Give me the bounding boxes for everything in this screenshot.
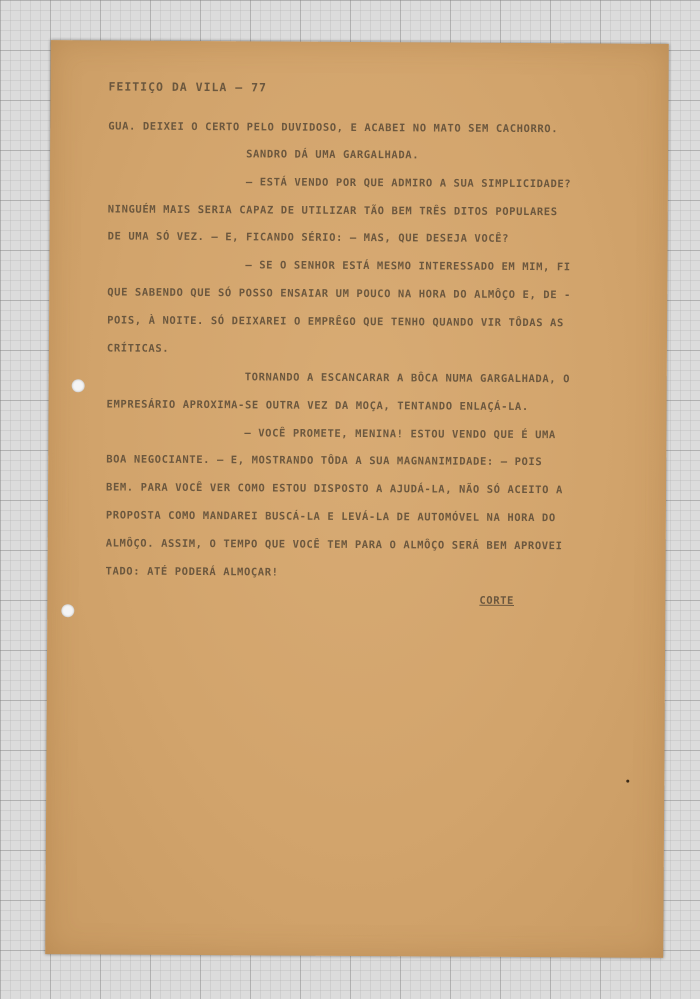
text-line: NINGUÉM MAIS SERIA CAPAZ DE UTILIZAR TÃO BEM TRÊS DITOS POPULARES (107, 203, 558, 219)
text-line: TORNANDO A ESCANCARAR A BÔCA NUMA GARGALHADA, O (244, 371, 571, 386)
text-line: — VOCÊ PROMETE, MENINA! ESTOU VENDO QUE É UMA (244, 427, 556, 442)
text-line: BEM. PARA VOCÊ VER COMO ESTOU DISPOSTO A AJUDÁ-LA, NÃO SÓ ACEITO A (106, 481, 563, 497)
text-line: SANDRO DÁ UMA GARGALHADA. (246, 148, 420, 162)
text-line: EMPRESÁRIO APROXIMA-SE OUTRA VEZ DA MOÇA, TENTANDO ENLAÇÁ-LA. (106, 398, 529, 414)
text-line: — SE O SENHOR ESTÁ MESMO INTERESSADO EM MIM, FI (245, 259, 571, 274)
page-header: FEITIÇO DA VILA — 77 (108, 79, 268, 95)
text-line: PROPOSTA COMO MANDAREI BUSCÁ-LA E LEVÁ-LA DE AUTOMÓVEL NA HORA DO (105, 509, 556, 525)
paper-speck (626, 780, 629, 783)
text-line: ALMÔÇO. ASSIM, O TEMPO QUE VOCÊ TEM PARA O ALMÔÇO SERÁ BEM APROVEI (105, 537, 563, 553)
text-line: BOA NEGOCIANTE. — E, MOSTRANDO TÔDA A SUA MAGNANIMIDADE: — POIS (106, 453, 543, 469)
scene-cut-note: CORTE (479, 594, 515, 607)
text-line: TADO: ATÉ PODERÁ ALMOÇAR! (105, 565, 279, 579)
text-line: — ESTÁ VENDO POR QUE ADMIRO A SUA SIMPLICIDADE? (245, 176, 572, 191)
punch-hole (61, 604, 74, 617)
text-line: QUE SABENDO QUE SÓ POSSO ENSAIAR UM POUCO NA HORA DO ALMÔÇO E, DE - (107, 286, 572, 302)
text-line: GUA. DEIXEI O CERTO PELO DUVIDOSO, E ACABEI NO MATO SEM CACHORRO. (108, 120, 559, 136)
text-line: CRÍTICAS. (106, 342, 170, 355)
document-page (45, 40, 669, 958)
punch-hole (72, 379, 85, 392)
text-line: POIS, À NOITE. SÓ DEIXAREI O EMPRÊGO QUE TENHO QUANDO VIR TÔDAS AS (107, 314, 564, 330)
text-line: DE UMA SÓ VEZ. — E, FICANDO SÉRIO: — MAS, QUE DESEJA VOCÊ? (107, 230, 510, 245)
